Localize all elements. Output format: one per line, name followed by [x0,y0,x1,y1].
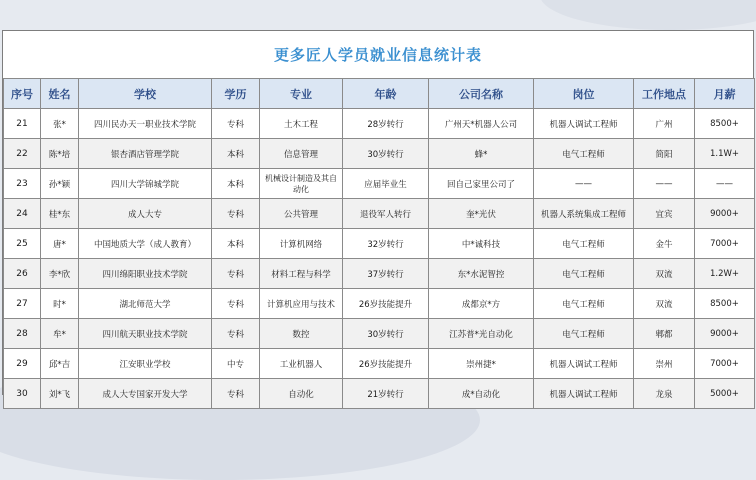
table-cell: 牟* [41,319,79,349]
table-cell: 银杏酒店管理学院 [79,139,212,169]
table-cell: 28 [4,319,41,349]
table-cell: 机器人调试工程师 [534,379,634,409]
table-cell: —— [695,169,755,199]
table-cell: 数控 [260,319,343,349]
table-cell: 7000+ [695,349,755,379]
table-cell: 唐* [41,229,79,259]
table-cell: 张* [41,109,79,139]
table-cell: 成人大专国家开发大学 [79,379,212,409]
table-cell: 机器人调试工程师 [534,109,634,139]
table-cell: 自动化 [260,379,343,409]
table-row [4,199,755,229]
table-cell: 专科 [212,199,260,229]
table-cell: 金牛 [634,229,695,259]
employment-table [3,78,755,409]
table-cell: 26岁技能提升 [343,289,429,319]
table-cell: 刘*飞 [41,379,79,409]
table-row [4,289,755,319]
table-cell: 宜宾 [634,199,695,229]
table-row [4,169,755,199]
table-body [4,109,755,409]
table-cell: 机器人调试工程师 [534,349,634,379]
header-cell: 专业 [260,79,343,109]
table-cell: 简阳 [634,139,695,169]
table-cell: 陈*培 [41,139,79,169]
background-wave [540,0,756,30]
table-cell: 郫都 [634,319,695,349]
table-row [4,349,755,379]
table-cell: 机械设计制造及其自动化 [260,169,343,199]
table-cell: 21 [4,109,41,139]
table-cell: 30岁转行 [343,319,429,349]
table-cell: 广州天*机器人公司 [429,109,534,139]
table-cell: 32岁转行 [343,229,429,259]
table-cell: 回自己家里公司了 [429,169,534,199]
table-cell: 28岁转行 [343,109,429,139]
header-cell: 公司名称 [429,79,534,109]
table-cell: 电气工程师 [534,139,634,169]
table-cell: 9000+ [695,199,755,229]
table-cell: 材料工程与科学 [260,259,343,289]
table-cell: 信息管理 [260,139,343,169]
table-cell: 湖北师范大学 [79,289,212,319]
table-cell: 计算机应用与技术 [260,289,343,319]
table-cell: 30岁转行 [343,139,429,169]
table-cell: 双流 [634,289,695,319]
table-cell: 广州 [634,109,695,139]
table-cell: 专科 [212,289,260,319]
table-cell: 奎*光伏 [429,199,534,229]
table-cell: 龙泉 [634,379,695,409]
table-cell: 计算机网络 [260,229,343,259]
table-row [4,109,755,139]
table-cell: 23 [4,169,41,199]
table-cell: 专科 [212,259,260,289]
table-cell: 9000+ [695,319,755,349]
table-cell: 退役军人转行 [343,199,429,229]
table-cell: 26 [4,259,41,289]
header-cell: 年龄 [343,79,429,109]
header-cell: 学历 [212,79,260,109]
table-cell: 公共管理 [260,199,343,229]
table-cell: 机器人系统集成工程师 [534,199,634,229]
table-cell: —— [534,169,634,199]
table-cell: 邱*吉 [41,349,79,379]
table-cell: 电气工程师 [534,259,634,289]
table-cell: 桂*东 [41,199,79,229]
table-cell: 7000+ [695,229,755,259]
table-cell: 四川民办天一职业技术学院 [79,109,212,139]
table-cell: 37岁转行 [343,259,429,289]
table-cell: 成都京*方 [429,289,534,319]
table-cell: —— [634,169,695,199]
table-cell: 22 [4,139,41,169]
table-cell: 孙*颖 [41,169,79,199]
table-cell: 1.1W+ [695,139,755,169]
table-cell: 本科 [212,229,260,259]
table-cell: 四川航天职业技术学院 [79,319,212,349]
table-cell: 东*水泥智控 [429,259,534,289]
table-cell: 8500+ [695,109,755,139]
header-cell: 岗位 [534,79,634,109]
table-row [4,379,755,409]
header-cell: 工作地点 [634,79,695,109]
table-cell: 成*自动化 [429,379,534,409]
header-cell: 月薪 [695,79,755,109]
table-cell: 电气工程师 [534,289,634,319]
statistics-sheet [2,30,754,400]
table-cell: 中*诚科技 [429,229,534,259]
table-cell: 专科 [212,109,260,139]
table-cell: 1.2W+ [695,259,755,289]
table-cell: 27 [4,289,41,319]
table-row [4,139,755,169]
table-cell: 中专 [212,349,260,379]
table-title: 更多匠人学员就业信息统计表 [273,46,482,64]
table-cell: 时* [41,289,79,319]
table-cell: 专科 [212,379,260,409]
table-cell: 应届毕业生 [343,169,429,199]
table-cell: 四川大学锦城学院 [79,169,212,199]
header-row [4,79,755,109]
table-cell: 崇州 [634,349,695,379]
table-cell: 江安职业学校 [79,349,212,379]
table-cell: 29 [4,349,41,379]
header-cell: 学校 [79,79,212,109]
table-cell: 8500+ [695,289,755,319]
table-cell: 25 [4,229,41,259]
table-row [4,259,755,289]
table-cell: 中国地质大学（成人教育） [79,229,212,259]
table-cell: 工业机器人 [260,349,343,379]
table-cell: 蜂* [429,139,534,169]
table-cell: 本科 [212,139,260,169]
table-cell: 26岁技能提升 [343,349,429,379]
header-cell: 序号 [4,79,41,109]
table-row [4,319,755,349]
table-cell: 21岁转行 [343,379,429,409]
table-cell: 24 [4,199,41,229]
table-cell: 本科 [212,169,260,199]
table-cell: 江苏普*光自动化 [429,319,534,349]
table-row [4,229,755,259]
table-cell: 成人大专 [79,199,212,229]
table-cell: 李*欣 [41,259,79,289]
table-cell: 土木工程 [260,109,343,139]
table-cell: 崇州捷* [429,349,534,379]
table-cell: 电气工程师 [534,229,634,259]
table-cell: 四川绵阳职业技术学院 [79,259,212,289]
table-cell: 电气工程师 [534,319,634,349]
table-cell: 30 [4,379,41,409]
table-cell: 双流 [634,259,695,289]
table-cell: 5000+ [695,379,755,409]
table-cell: 专科 [212,319,260,349]
header-cell: 姓名 [41,79,79,109]
